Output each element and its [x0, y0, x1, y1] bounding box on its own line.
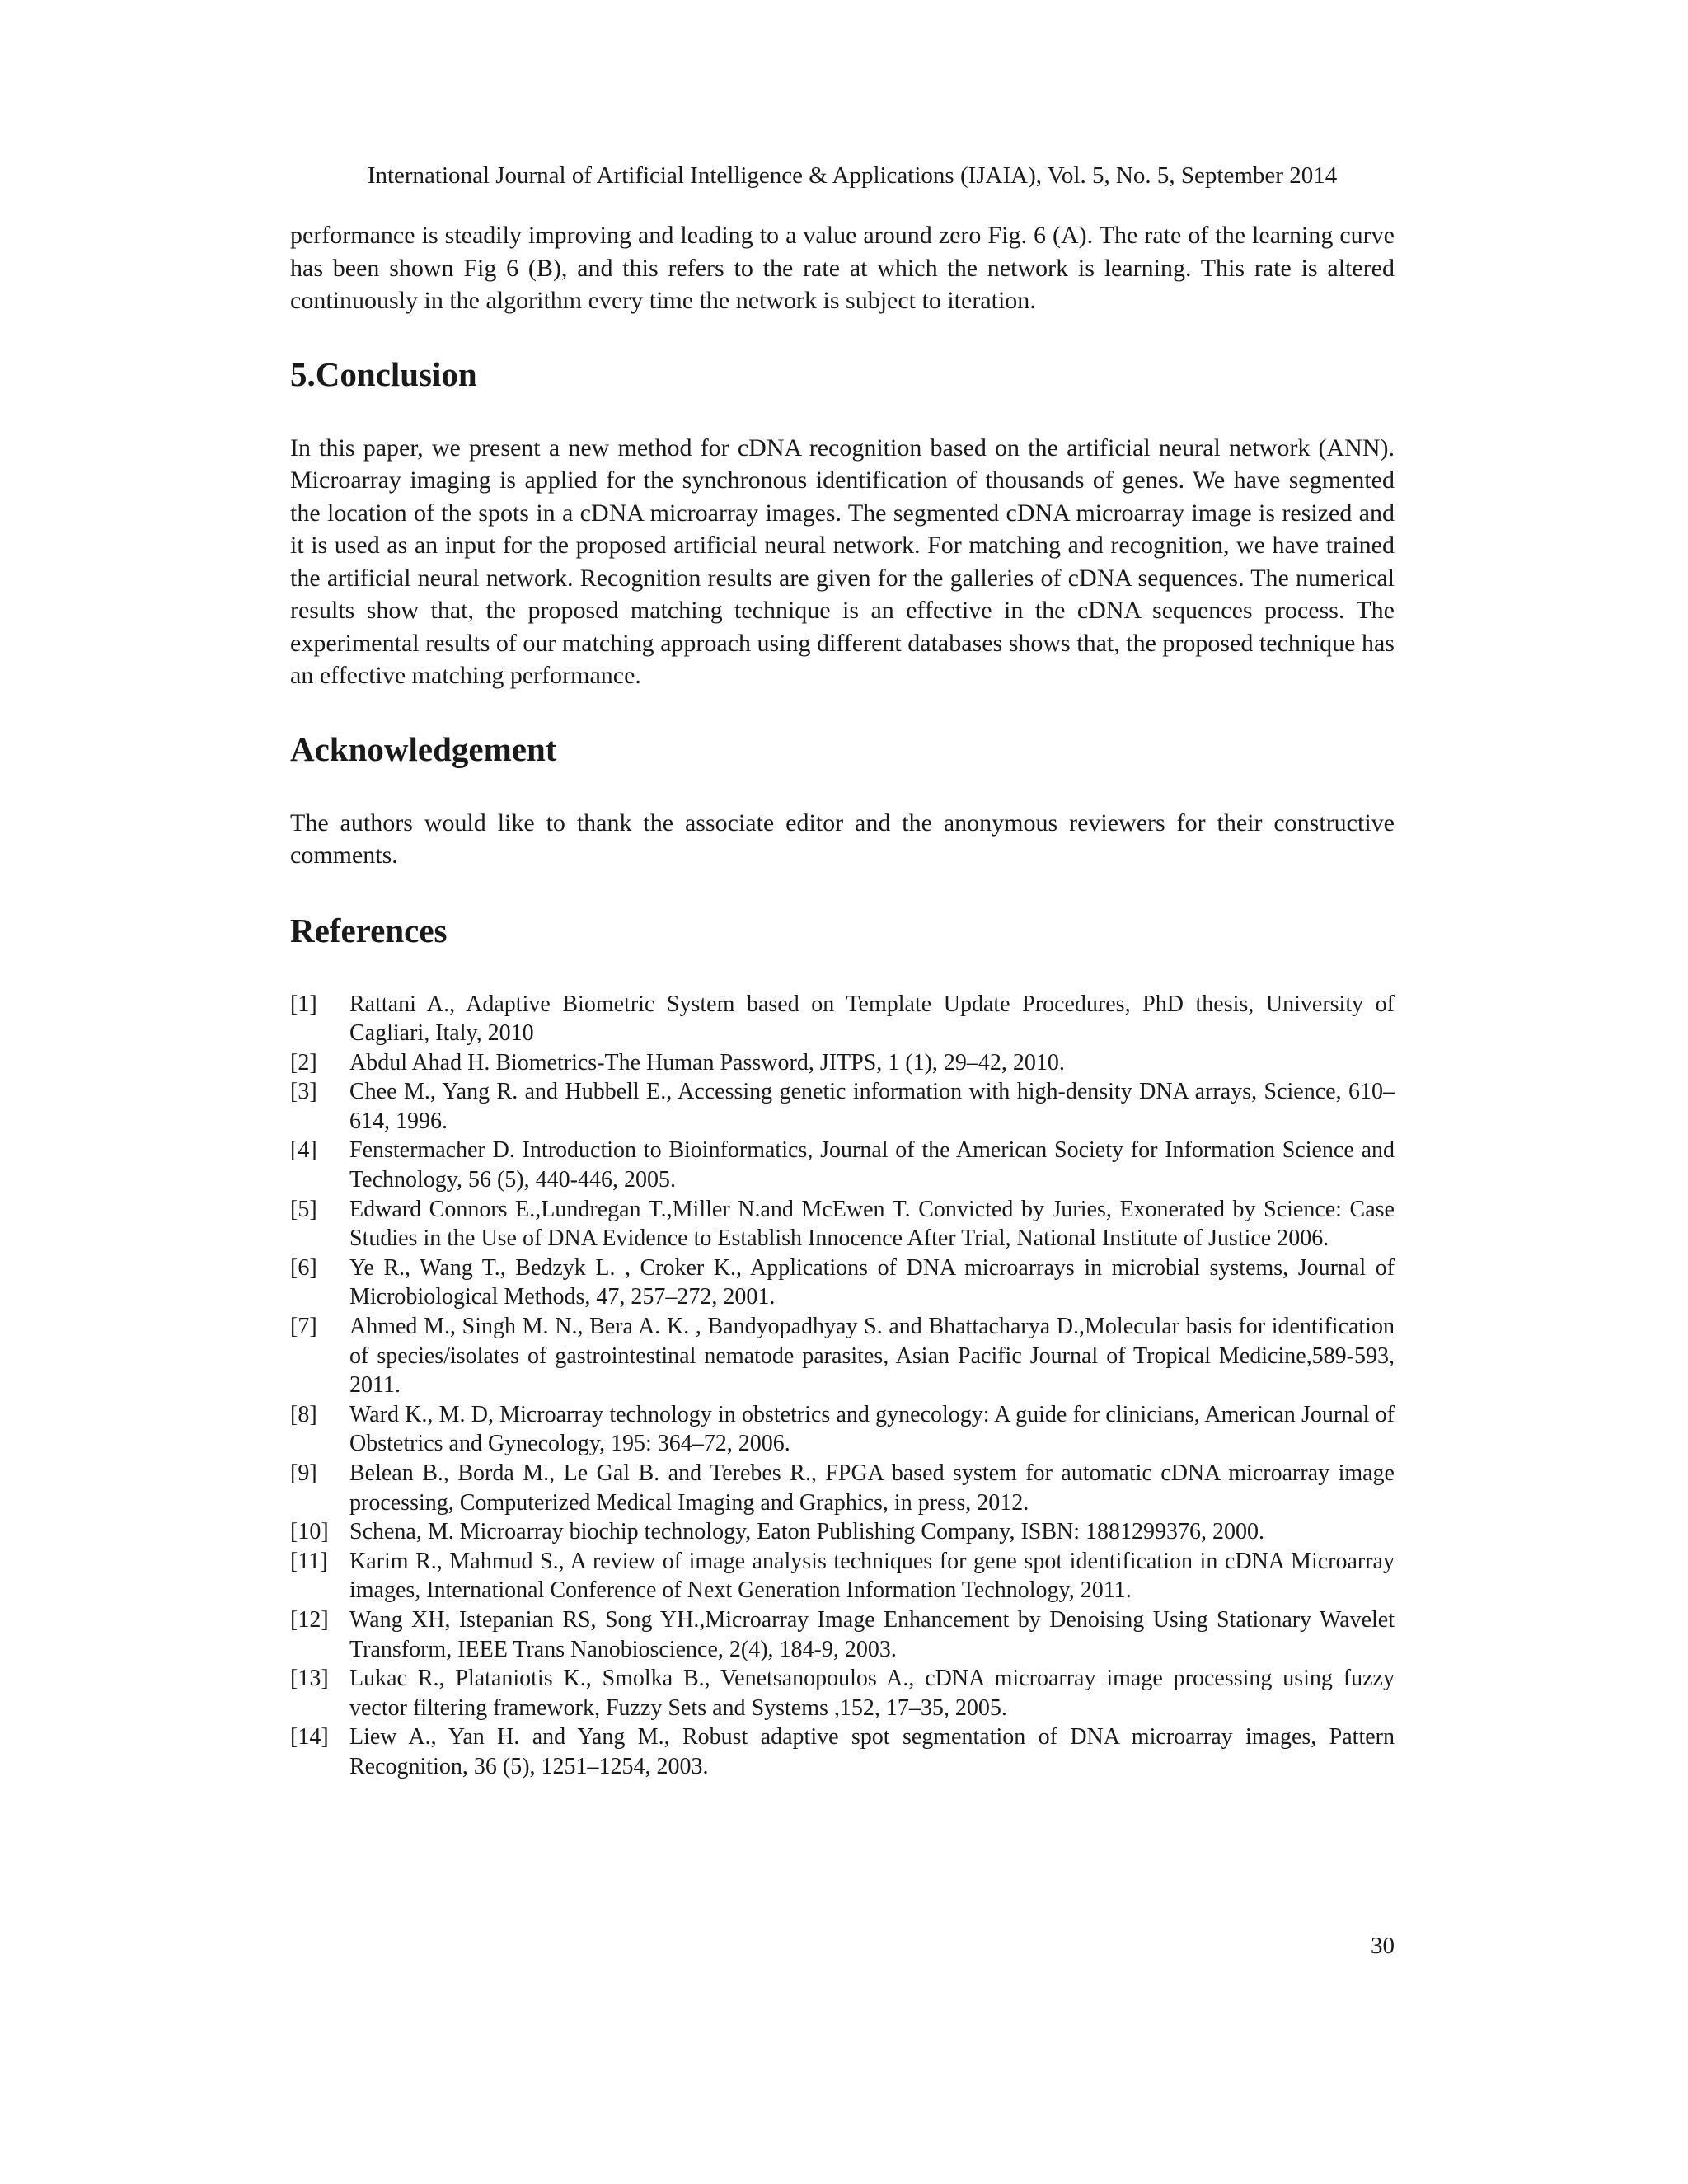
- reference-item: [290, 1254, 1395, 1312]
- reference-item: [290, 1400, 1395, 1459]
- reference-item: [290, 1048, 1395, 1078]
- references-title: References: [290, 911, 448, 949]
- reference-text: Lukac R., Plataniotis K., Smolka B., Venetsanopoulos A., cDNA microarray image processing using fuzzy vector filtering framework, Fuzzy Sets and Systems ,152, 17–35, 2005.: [349, 1666, 1395, 1721]
- reference-number: [4]: [290, 1137, 317, 1164]
- reference-number: [10]: [290, 1519, 329, 1545]
- reference-number: [6]: [290, 1254, 317, 1281]
- reference-number: [8]: [290, 1401, 317, 1427]
- reference-number: [14]: [290, 1724, 329, 1750]
- reference-item: [290, 1722, 1395, 1781]
- reference-item: [290, 1517, 1395, 1547]
- reference-number: [7]: [290, 1314, 317, 1340]
- intro-paragraph: performance is steadily improving and leading to a value around zero Fig. 6 (A). The rate of the learning curve has been shown Fig 6 (B), and this refers to the rate at which the network is learning. This rate is altered continuously in the algorithm every time the network is subject to iteration.: [290, 222, 1395, 314]
- reference-text: Liew A., Yan H. and Yang M., Robust adaptive spot segmentation of DNA microarray images, Pattern Recognition, 36 (5), 1251–1254, 2003.: [349, 1724, 1395, 1779]
- reference-text: Ye R., Wang T., Bedzyk L. , Croker K., Applications of DNA microarrays in microbial systems, Journal of Microbiological Methods, 47, 257–272, 2001.: [349, 1254, 1395, 1310]
- reference-number: [9]: [290, 1460, 317, 1486]
- reference-number: [11]: [290, 1548, 328, 1574]
- reference-item: [290, 1136, 1395, 1194]
- reference-text: Fenstermacher D. Introduction to Bioinformatics, Journal of the American Society for Information Science and Technology, 56 (5), 440-446, 2005.: [349, 1137, 1395, 1193]
- reference-item: [290, 1459, 1395, 1517]
- conclusion-paragraph: In this paper, we present a new method for cDNA recognition based on the artificial neural network (ANN). Microarray imaging is applied for the synchronous identification of thousands of genes. We have segmented the location of the spots in a cDNA microarray images. The segmented cDNA microarray image is resized and it is used as an input for the proposed artificial neural network. For matching and recognition, we have trained the artificial neural network. Recognition results are given for the galleries of cDNA sequences. The numerical results show that, the proposed matching technique is an effective in the cDNA sequences process. The experimental results of our matching approach using different databases shows that, the proposed technique has an effective matching performance.: [290, 434, 1395, 689]
- reference-number: [1]: [290, 991, 317, 1017]
- reference-item: [290, 1195, 1395, 1254]
- reference-item: [290, 1312, 1395, 1400]
- reference-number: [2]: [290, 1049, 317, 1076]
- acknowledgement-title: Acknowledgement: [290, 729, 557, 768]
- reference-text: Belean B., Borda M., Le Gal B. and Terebes R., FPGA based system for automatic cDNA microarray image processing, Computerized Medical Imaging and Graphics, in press, 2012.: [349, 1460, 1395, 1516]
- reference-list: [290, 990, 1395, 1782]
- reference-text: Wang XH, Istepanian RS, Song YH.,Microarray Image Enhancement by Denoising Using Stationary Wavelet Transform, IEEE Trans Nanobioscience, 2(4), 184-9, 2003.: [349, 1606, 1395, 1662]
- reference-item: [290, 1664, 1395, 1722]
- conclusion-title: 5.Conclusion: [290, 354, 477, 393]
- reference-item: [290, 1547, 1395, 1605]
- reference-number: [5]: [290, 1196, 317, 1222]
- running-header: International Journal of Artificial Intelligence & Applications (IJAIA), Vol. 5, No. 5, September 2014: [367, 162, 1338, 189]
- reference-number: [3]: [290, 1079, 317, 1105]
- reference-text: Ahmed M., Singh M. N., Bera A. K. , Bandyopadhyay S. and Bhattacharya D.,Molecular basis for identification of species/isolates of gastrointestinal nematode parasites, Asian Pacific Journal of Tropical Medicine,589-593, 2011.: [349, 1314, 1395, 1399]
- reference-text: Edward Connors E.,Lundregan T.,Miller N.and McEwen T. Convicted by Juries, Exonerated by Science: Case Studies in the Use of DNA Evidence to Establish Innocence After Trial, National Institute of Justice 2006.: [349, 1196, 1395, 1252]
- reference-number: [12]: [290, 1606, 329, 1633]
- reference-text: Chee M., Yang R. and Hubbell E., Accessing genetic information with high-density DNA arrays, Science, 610–614, 1996.: [349, 1079, 1395, 1134]
- reference-number: [13]: [290, 1666, 329, 1692]
- reference-text: Ward K., M. D, Microarray technology in obstetrics and gynecology: A guide for clinicians, American Journal of Obstetrics and Gynecology, 195: 364–72, 2006.: [349, 1401, 1395, 1457]
- page-number: 30: [1371, 1933, 1395, 1959]
- reference-text: Karim R., Mahmud S., A review of image analysis techniques for gene spot identification in cDNA Microarray images, International Conference of Next Generation Information Technology, 2011.: [349, 1548, 1395, 1604]
- reference-text: Rattani A., Adaptive Biometric System based on Template Update Procedures, PhD thesis, University of Cagliari, Italy, 2010: [349, 991, 1395, 1047]
- reference-item: [290, 1605, 1395, 1664]
- reference-item: [290, 990, 1395, 1048]
- reference-item: [290, 1077, 1395, 1136]
- page-content: [290, 219, 1395, 1782]
- acknowledgement-paragraph: The authors would like to thank the associate editor and the anonymous reviewers for their constructive comments.: [290, 808, 1395, 869]
- reference-text: Schena, M. Microarray biochip technology, Eaton Publishing Company, ISBN: 1881299376, 2000.: [349, 1519, 1265, 1545]
- reference-text: Abdul Ahad H. Biometrics-The Human Password, JITPS, 1 (1), 29–42, 2010.: [349, 1049, 1065, 1076]
